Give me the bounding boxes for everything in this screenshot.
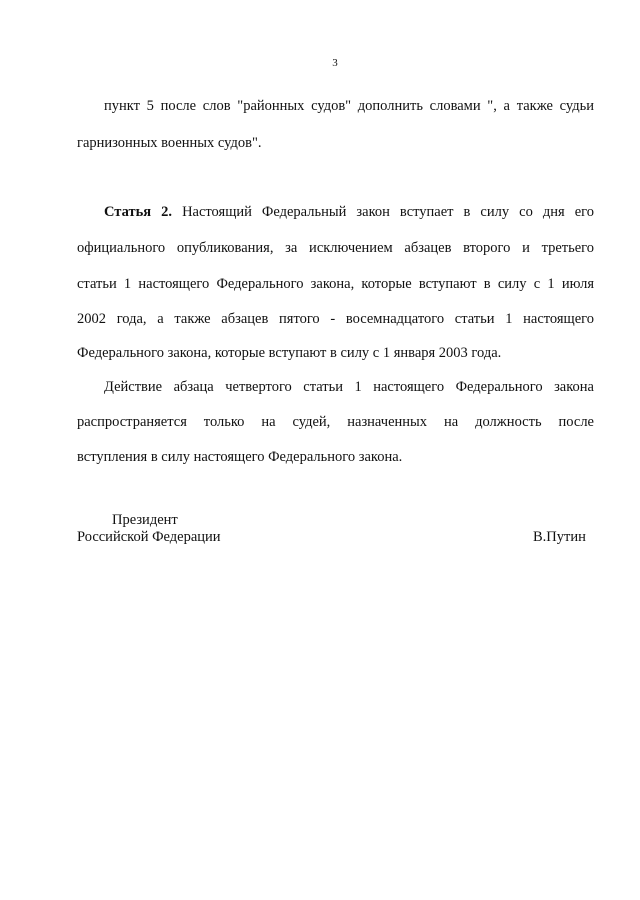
signature-title-line-1: Президент bbox=[112, 512, 178, 528]
article-2-line-4: 2002 года, а также абзацев пятого - восемнадцатого статьи 1 настоящего bbox=[77, 311, 594, 327]
paragraph-1-line-1: пункт 5 после слов "районных судов" дополнить словами ", а также судьи bbox=[104, 98, 594, 114]
article-2-line-3: статьи 1 настоящего Федерального закона, которые вступают в силу с 1 июля bbox=[77, 276, 594, 292]
signature-title-line-2: Российской Федерации bbox=[77, 529, 221, 545]
article-2-label: Статья 2. bbox=[104, 204, 173, 220]
paragraph-3-line-3: вступления в силу настоящего Федерального закона. bbox=[77, 449, 403, 465]
paragraph-1-line-2: гарнизонных военных судов". bbox=[77, 135, 262, 151]
paragraph-3-line-2: распространяется только на судей, назначенных на должность после bbox=[77, 414, 594, 430]
article-2-line-1-text: Настоящий Федеральный закон вступает в силу со дня его bbox=[182, 204, 595, 220]
article-2-line-1 bbox=[104, 203, 594, 221]
article-2-line-2: официального опубликования, за исключением абзацев второго и третьего bbox=[77, 240, 594, 256]
article-2-line-5: Федерального закона, которые вступают в силу с 1 января 2003 года. bbox=[77, 345, 502, 361]
signature-name: В.Путин bbox=[533, 529, 586, 545]
page-number: 3 bbox=[332, 57, 338, 69]
paragraph-3-line-1: Действие абзаца четвертого статьи 1 настоящего Федерального закона bbox=[104, 379, 594, 395]
